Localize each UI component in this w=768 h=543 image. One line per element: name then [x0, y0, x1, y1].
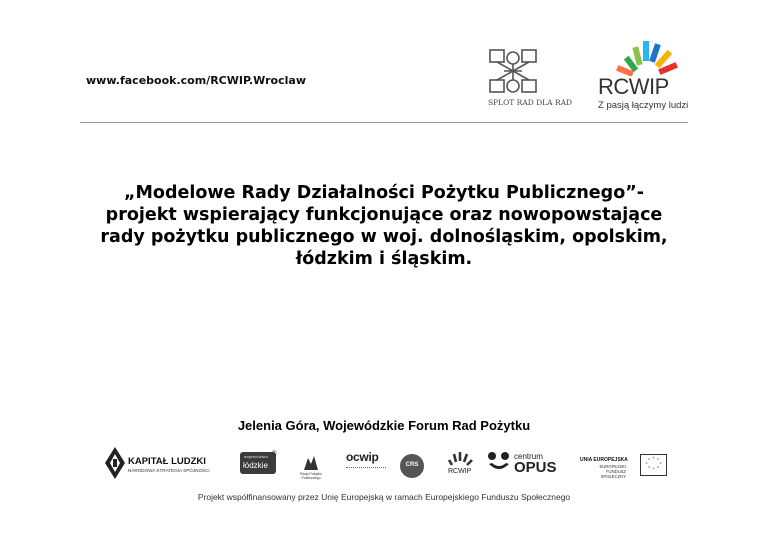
ue-title: UNIA EUROPEJSKA: [580, 457, 628, 463]
facebook-url: www.facebook.com/RCWIP.Wroclaw: [86, 74, 306, 87]
project-title-line: łódzkim i śląskim.: [295, 249, 473, 269]
lodzkie-logo: [240, 452, 276, 474]
rada-pozytku-logo: [296, 454, 326, 482]
rada-pozytku-label: Rada Pożytku Publicznego: [300, 472, 322, 480]
kapital-ludzki-emblem-icon: [104, 446, 126, 480]
lodzkie-small-label: województwo: [244, 454, 268, 459]
rcwip-small-rays-icon: [446, 450, 474, 468]
project-title: [84, 182, 684, 270]
splot-emblem-icon: [488, 48, 540, 96]
rcwip-logo: [590, 38, 690, 118]
rcwip-slogan: Z pasją łączymy ludzi: [598, 100, 689, 111]
svg-text:*: *: [657, 457, 659, 463]
kapital-ludzki-logo: [104, 446, 214, 482]
splot-logo: [486, 48, 574, 110]
cofinancing-note: Projekt współfinansowany przez Unię Europejską w ramach Europejskiego Funduszu Społecznego: [197, 492, 571, 502]
svg-text:*: *: [657, 465, 659, 471]
rcwip-small-label: RCWIP: [448, 468, 472, 475]
svg-text:*: *: [652, 456, 655, 461]
centrum-opus-logo: [486, 450, 557, 476]
svg-text:*: *: [645, 461, 648, 467]
rada-emblem-icon: [296, 454, 326, 472]
rcwip-small-logo: [446, 450, 478, 480]
crs-logo: [400, 454, 424, 478]
opus-label: OPUS: [514, 459, 557, 476]
ue-subtitle: EUROPEJSKI FUNDUSZ SPOŁECZNY: [599, 464, 626, 479]
svg-text:*: *: [648, 457, 650, 463]
kapital-ludzki-subtitle: NARODOWA STRATEGIA SPÓJNOŚCI: [128, 468, 210, 473]
ue-efs-logo: [580, 454, 670, 480]
crs-label: CRS: [405, 462, 419, 468]
lodzkie-label: łódzkie: [243, 461, 268, 470]
project-title-line: rady pożytku publicznego w woj. dolnośląskim, opolskim,: [100, 227, 668, 247]
svg-text:*: *: [652, 467, 655, 472]
registered-mark-icon: ®: [272, 451, 277, 457]
kapital-ludzki-title: KAPITAŁ LUDZKI: [128, 456, 206, 467]
ocwip-divider: [346, 467, 386, 469]
splot-logo-text: SPLOT RAD DLA RAD: [487, 98, 573, 107]
rcwip-logo-name: RCWIP: [598, 74, 669, 99]
ocwip-logo: [346, 450, 386, 476]
svg-text:*: *: [659, 461, 662, 467]
rcwip-rays-icon: [612, 38, 682, 76]
event-location: Jelenia Góra, Wojewódzkie Forum Rad Pożytku: [237, 418, 531, 433]
opus-top-label: centrum: [514, 452, 543, 461]
svg-text:*: *: [648, 465, 650, 471]
project-title-line: „Modelowe Rady Działalności Pożytku Publicznego”-: [124, 183, 644, 203]
opus-emblem-icon: [486, 450, 512, 474]
eu-flag-icon: [640, 454, 667, 476]
header-divider: [80, 122, 688, 123]
project-title-line: projekt wspierający funkcjonujące oraz nowopowstające: [105, 205, 663, 225]
ocwip-label: ocwip: [346, 450, 379, 464]
